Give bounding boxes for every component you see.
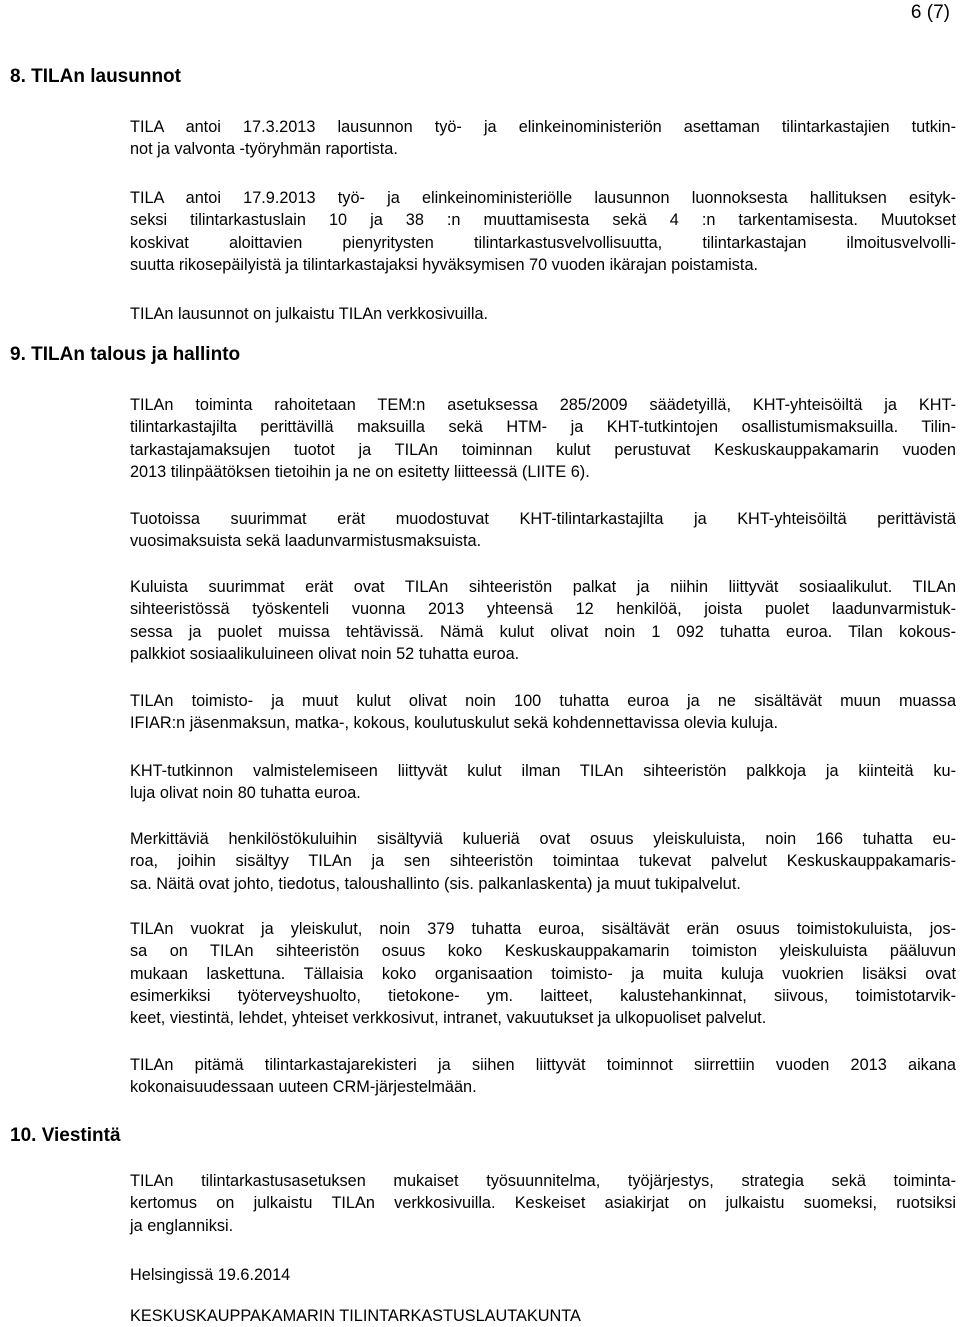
text-line: KHT-tutkinnon valmistelemiseen liittyvät kulut ilman TILAn sihteeristön palkkoja ja kiinteitä ku- (130, 762, 956, 780)
text-line: keet, viestintä, lehdet, yhteiset verkkosivut, intranet, vakuutukset ja ulkopuoliset palvelut. (130, 1009, 767, 1028)
text-line: palkkiot sosiaalikuluineen olivat noin 52 tuhatta euroa. (130, 644, 520, 663)
text-line: roa, joihin sisältyy TILAn ja sen sihteeristön toimintaa tukevat palvelut Keskuskauppakamaris- (130, 852, 956, 871)
section-heading-talous: 9. TILAn talous ja hallinto (10, 344, 241, 365)
text-line: ja englanniksi. (130, 1216, 234, 1235)
paragraph (130, 116, 956, 161)
text-line: TILA antoi 17.3.2013 lausunnon työ- ja elinkeinoministeriön asettaman tilintarkastajien tutkin- (130, 118, 956, 136)
text-line: TILAn toiminta rahoitetaan TEM:n asetuksessa 285/2009 säädetyillä, KHT-yhteisöiltä ja KHT- (130, 396, 956, 414)
text-line: tilintarkastajilta perittävillä maksuilla sekä HTM- ja KHT-tutkintojen osallistumismaksuilla. Tilin- (130, 418, 956, 437)
paragraph (130, 508, 956, 553)
text-line: sessa ja puolet muissa tehtävissä. Nämä kulut olivat noin 1 092 tuhatta euroa. Tilan kokous- (130, 622, 956, 641)
section-heading-viestinta: 10. Viestintä (10, 1125, 121, 1146)
text-line: IFIAR:n jäsenmaksun, matka-, kokous, koulutuskulut sekä kohdennettavissa olevia kuluja. (130, 714, 778, 733)
text-line: TILAn tilintarkastusasetuksen mukaiset työsuunnitelma, työjärjestys, strategia sekä toiminta- (130, 1172, 956, 1190)
text-line: luja olivat noin 80 tuhatta euroa. (130, 784, 361, 803)
paragraph (130, 690, 956, 735)
page-number: 6 (7) (910, 2, 950, 23)
text-line: tarkastajamaksujen tuotot ja TILAn toiminnan kulut perustuvat Keskuskauppakamarin vuoden (130, 440, 956, 459)
text-line: TILAn vuokrat ja yleiskulut, noin 379 tuhatta euroa, sisältävät erän osuus toimistokuluista, jos- (130, 920, 956, 938)
text-line: not ja valvonta -työryhmän raportista. (130, 140, 398, 159)
text-line: sa on TILAn sihteeristön osuus koko Keskuskauppakamarin toimiston yleiskuluista pääluvun (130, 942, 956, 961)
text-line: koskivat aloittavien pienyritysten tilintarkastusvelvollisuutta, tilintarkastajan ilmoitusvelvolli- (130, 233, 956, 252)
text-line: TILA antoi 17.9.2013 työ- ja elinkeinoministeriölle lausunnon luonnoksesta hallituksen esityk- (130, 189, 956, 207)
text-line: Merkittäviä henkilöstökuluihin sisältyviä kulueriä ovat osuus yleiskuluista, noin 166 tuhatta eu- (130, 830, 956, 848)
signature-line: KESKUSKAUPPAKAMARIN TILINTARKASTUSLAUTAKUNTA (130, 1307, 581, 1325)
paragraph (130, 918, 956, 1029)
text-line: Tuotoissa suurimmat erät muodostuvat KHT-tilintarkastajilta ja KHT-yhteisöiltä perittävistä (130, 510, 956, 528)
paragraph (130, 576, 956, 665)
paragraph (130, 187, 956, 276)
paragraph: TILAn lausunnot on julkaistu TILAn verkkosivuilla. (130, 305, 489, 323)
paragraph (130, 828, 956, 895)
text-line: Kuluista suurimmat erät ovat TILAn sihteeristön palkat ja niihin liittyvät sosiaalikulut. TILAn (130, 578, 956, 596)
text-line: seksi tilintarkastuslain 10 ja 38 :n muuttamisesta sekä 4 :n tarkentamisesta. Muutokset (130, 211, 956, 230)
text-line: esimerkiksi työterveyshuolto, tietokone- ym. laitteet, kalustehankinnat, siivous, toimistotarvik- (130, 986, 956, 1005)
text-line: kokonaisuudessaan uuteen CRM-järjestelmään. (130, 1078, 477, 1097)
text-line: suutta rikosepäilyistä ja tilintarkastajaksi hyväksymisen 70 vuoden ikärajan poistamista. (130, 255, 759, 274)
text-line: sa. Näitä ovat johto, tiedotus, taloushallinto (sis. palkanlaskenta) ja muut tukipalvelut. (130, 874, 741, 893)
paragraph (130, 394, 956, 483)
paragraph (130, 1170, 956, 1237)
text-line: vuosimaksuista sekä laadunvarmistusmaksuista. (130, 532, 482, 551)
text-line: kertomus on julkaistu TILAn verkkosivuilla. Keskeiset asiakirjat on julkaistu suomeksi, ruotsiksi (130, 1194, 956, 1213)
paragraph (130, 760, 956, 805)
text-line: mukaan laskettuna. Tällaisia koko organisaation toimisto- ja muita kuluja vuokrien lisäksi ovat (130, 964, 956, 983)
text-line: sihteeristössä työskenteli vuonna 2013 yhteensä 12 henkilöä, joista puolet laadunvarmistuk- (130, 600, 956, 619)
text-line: TILAn pitämä tilintarkastajarekisteri ja siihen liittyvät toiminnot siirrettiin vuoden 2013 aikana (130, 1056, 956, 1074)
text-line: TILAn toimisto- ja muut kulut olivat noin 100 tuhatta euroa ja ne sisältävät muun muassa (130, 692, 956, 710)
section-heading-lausunnot: 8. TILAn lausunnot (10, 66, 181, 87)
text-line: 2013 tilinpäätöksen tietoihin ja ne on esitetty liitteessä (LIITE 6). (130, 462, 590, 481)
paragraph (130, 1054, 956, 1099)
place-date: Helsingissä 19.6.2014 (130, 1266, 291, 1284)
